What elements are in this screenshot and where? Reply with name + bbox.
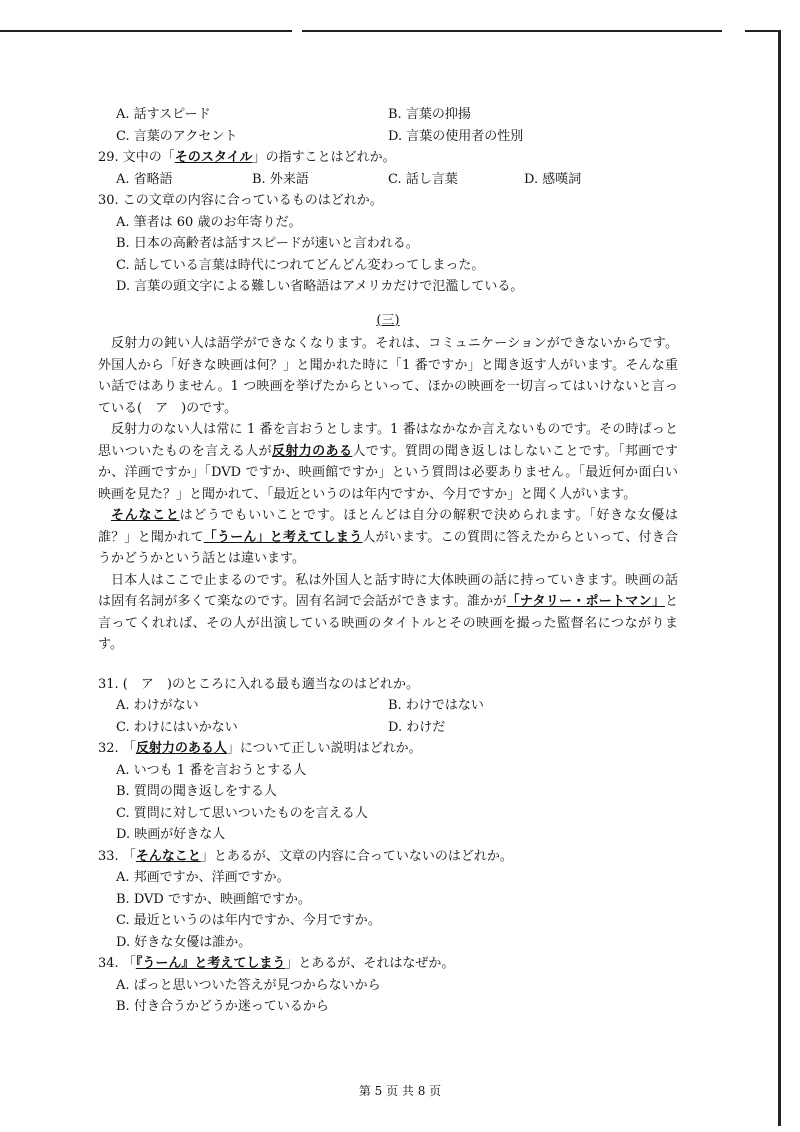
q31-option-d: D. わけだ [388,719,446,735]
q33-option-a: A. 邦画ですか、洋画ですか。 [116,870,290,885]
q28-option-a: A. 話すスピード [116,107,211,122]
q29-stem: 29. 文中の「そのスタイル」の指すことはどれか。 [98,150,396,165]
q30-option-b: B. 日本の高齢者は話すスピードが速いと言われる。 [116,236,419,251]
q30-option-c: C. 話している言葉は時代につれてどんどん変わってしまった。 [116,257,485,273]
q33-option-d: D. 好きな女優は誰か。 [116,934,252,950]
passage-paragraph-2: 反射力のない人は常に 1 番を言おうとします。1 番はなかなか言えないものです。その時ぱっと思いついたものを言える人が反射力のある人です。質問の聞き返しはしないことです。「邦画ですか、洋画ですか」「DVD ですか、映画館ですか」という質問は必要ありません。「最近何か面白い映画を見た？」と聞かれて、「最近というのは年内ですか、今月ですか」と聞く人がいます。 [98,422,678,502]
q34-keyword: 『うーん』と考えてしまう [135,956,286,971]
passage-paragraph-4: 日本人はここで止まるのです。私は外国人と話す時に大体映画の話に持っていきます。映画の話は固有名詞が多くて楽なのです。固有名詞で会話ができます。誰かが「ナタリー・ポートマン」と言ってくれれば、その人が出演している映画のタイトルとその映画を撮った監督名につながります。 [98,572,678,652]
q32-option-c: C. 質問に対して思いついたものを言える人 [116,805,368,821]
top-rule-left [0,30,292,32]
q32-option-a: A. いつも 1 番を言おうとする人 [116,762,307,778]
q33-stem: 33. 「そんなこと」とあるが、文章の内容に合っていないのはどれか。 [98,848,513,864]
right-border-rule [778,31,781,1126]
question-34 [98,953,678,1018]
page-footer: 第 5 页 共 8 页 [358,1084,442,1098]
q33-option-c: C. 最近というのは年内ですか、今月ですか。 [116,913,381,928]
question-29 [98,147,678,190]
q32-keyword: 反射力のある人 [135,741,227,756]
q30-option-a: A. 筆者は 60 歳のお年寄りだ。 [116,214,302,230]
q34-stem: 34. 「『うーん』と考えてしまう」とあるが、それはなぜか。 [98,956,455,971]
underlined-phrase-sonnakoto: そんなこと [111,508,180,523]
q31-option-c: C. わけにはいかない [116,719,238,735]
q30-option-d: D. 言葉の頭文字による難しい省略語はアメリカだけで氾濫している。 [116,279,524,294]
question-31 [98,674,678,739]
question-30 [98,190,678,298]
reading-passage [98,333,678,656]
passage-paragraph-3: そんなことはどうでもいいことです。ほとんどは自分の解釈で決められます。「好きな女優は誰？」と聞かれて「うーん」と考えてしまう人がいます。この質問に答えたからといって、付き合うかどうかという話とは違います。 [98,508,678,566]
q32-stem: 32. 「反射力のある人」について正しい説明はどれか。 [98,741,422,756]
question-32 [98,738,678,846]
q33-option-b: B. DVD ですか、映画館ですか。 [116,891,311,907]
exam-page [98,104,678,1018]
q31-stem: 31. ( ア )のところに入れる最も適当なのはどれか。 [98,676,419,692]
underlined-phrase-hansharyoku: 反射力のある [272,443,353,459]
top-rule-right [302,30,722,32]
q28-option-d: D. 言葉の使用者の性別 [388,128,524,144]
section-title: (三) [376,312,400,328]
q29-keyword: そのスタイル [174,150,253,165]
q30-stem: 30. この文章の内容に合っているものはどれか。 [98,193,383,208]
q28-option-b: B. 言葉の抑揚 [388,107,471,122]
q32-option-b: B. 質問の聞き返しをする人 [116,784,277,799]
q32-option-d: D. 映画が好きな人 [116,827,226,842]
q28-options [98,104,678,147]
top-rule-corner [745,30,781,32]
question-33 [98,846,678,954]
q29-option-c: C. 話し言葉 [388,171,458,187]
q29-option-b: B. 外来語 [252,171,309,187]
underlined-phrase-natalie: 「ナタリー・ポートマン」 [506,594,665,609]
q28-option-c: C. 言葉のアクセント [116,128,238,144]
q34-option-b: B. 付き合うかどうか迷っているから [116,999,329,1014]
q33-keyword: そんなこと [135,848,201,864]
q29-option-a: A. 省略語 [116,171,173,187]
q31-option-b: B. わけではない [388,698,484,713]
q31-option-a: A. わけがない [116,698,199,713]
q34-option-a: A. ぱっと思いついた答えが見つからないから [116,977,381,993]
q29-option-d: D. 感嘆詞 [524,171,582,187]
underlined-phrase-uun: 「うーん」と考えてしまう [203,529,363,545]
passage-paragraph-1: 反射力の鈍い人は語学ができなくなります。それは、コミュニケーションができないからです。外国人から「好きな映画は何？」と聞かれた時に「1 番ですか」と聞き返す人がいます。そんな重い話ではありません。1 つ映画を挙げたからといって、ほかの映画を一切言ってはいけないと言っている( ア )のです。 [98,336,678,416]
